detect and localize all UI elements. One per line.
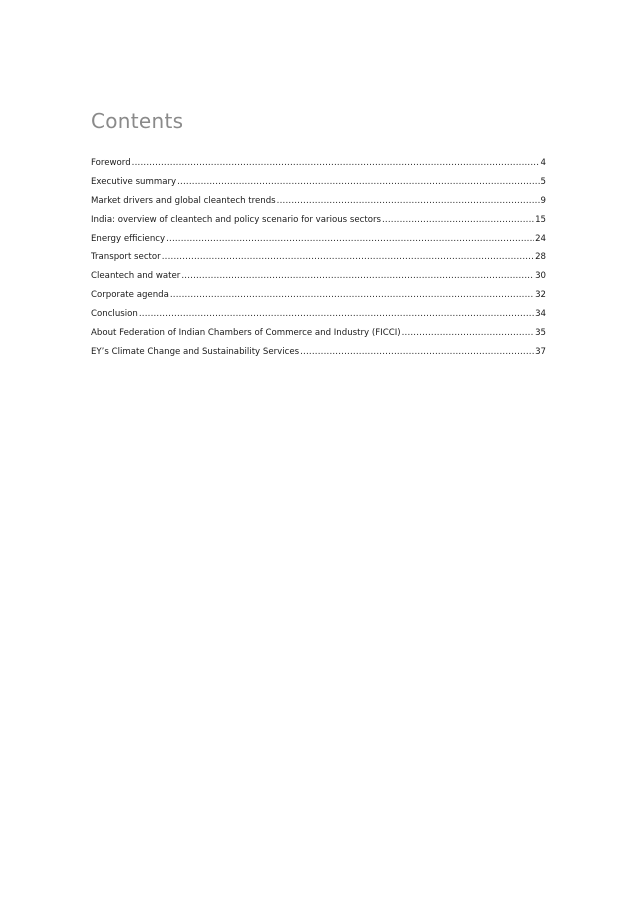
toc-entry-about-ficci[interactable] [91,328,546,347]
toc-entry-page: 4 [540,158,546,168]
dot-leader [181,271,534,281]
toc-entry-ey-services[interactable] [91,347,546,366]
toc-entry-conclusion[interactable] [91,309,546,328]
toc-entry-page: 24 [535,233,546,244]
toc-entry-label: Transport sector [91,252,161,263]
toc-entry-corporate-agenda[interactable] [91,290,546,309]
toc-entry-label: India: overview of cleantech and policy scenario for various sectors [91,214,381,225]
dot-leader [132,158,540,168]
toc-entry-page: 32 [535,290,546,301]
toc-entry-india-overview[interactable] [91,215,546,234]
toc-entry-label: Corporate agenda [91,290,169,301]
toc-entry-market-drivers[interactable] [91,196,546,215]
dot-leader [170,290,534,300]
table-of-contents [91,158,546,366]
toc-entry-page: 35 [535,328,546,339]
toc-entry-executive-summary[interactable] [91,177,546,196]
toc-entry-label: Executive summary [91,176,177,187]
toc-entry-page: 37 [535,346,546,357]
toc-entry-label: Market drivers and global cleantech trends [91,195,276,206]
dot-leader [277,196,540,206]
toc-entry-transport-sector[interactable] [91,252,546,271]
toc-entry-energy-efficiency[interactable] [91,234,546,253]
toc-entry-page: 28 [535,252,546,263]
dot-leader [382,215,534,225]
dot-leader [402,328,534,338]
toc-entry-page: 34 [535,309,546,320]
toc-entry-cleantech-water[interactable] [91,271,546,290]
dot-leader [177,177,539,187]
toc-entry-page: 30 [535,271,546,282]
toc-entry-label: Foreword [91,158,131,168]
dot-leader [166,234,534,244]
toc-entry-foreword[interactable] [91,158,546,177]
page-title: Contents [91,109,184,133]
toc-entry-page: 5 [540,176,546,187]
toc-entry-label: EY’s Climate Change and Sustainability Services [91,346,300,357]
toc-entry-label: Conclusion [91,309,138,320]
toc-entry-label: Cleantech and water [91,271,181,282]
toc-entry-label: About Federation of Indian Chambers of Commerce and Industry (FICCI) [91,328,401,339]
dot-leader [139,309,534,319]
toc-entry-page: 15 [535,214,546,225]
dot-leader [162,252,534,262]
toc-entry-label: Energy efficiency [91,233,166,244]
dot-leader [300,347,534,357]
toc-entry-page: 9 [540,195,546,206]
